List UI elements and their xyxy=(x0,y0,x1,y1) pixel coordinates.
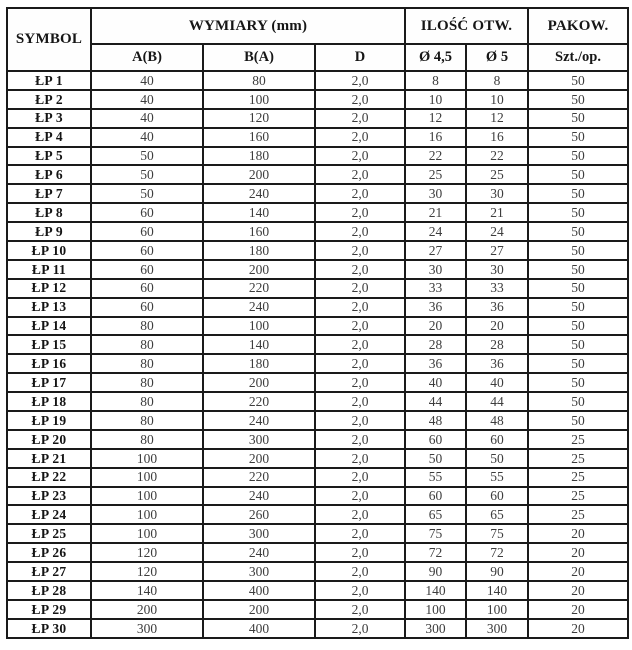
dim-d-cell: 2,0 xyxy=(315,562,405,581)
symbol-cell: ŁP 28 xyxy=(7,581,91,600)
holes-4-5-cell: 65 xyxy=(405,505,466,524)
dim-d-cell: 2,0 xyxy=(315,487,405,506)
dim-d-cell: 2,0 xyxy=(315,165,405,184)
pack-qty-cell: 20 xyxy=(528,619,628,638)
column-header-symbol: SYMBOL xyxy=(7,8,91,71)
dim-b-cell: 80 xyxy=(203,71,315,90)
dim-b-cell: 200 xyxy=(203,260,315,279)
dim-a-cell: 100 xyxy=(91,449,203,468)
holes-5-cell: 30 xyxy=(466,184,528,203)
symbol-cell: ŁP 17 xyxy=(7,373,91,392)
table-row xyxy=(7,411,628,430)
dim-b-cell: 200 xyxy=(203,373,315,392)
header-sub-row xyxy=(7,44,628,71)
dim-b-cell: 160 xyxy=(203,222,315,241)
pack-qty-cell: 25 xyxy=(528,430,628,449)
holes-5-cell: 40 xyxy=(466,373,528,392)
dim-d-cell: 2,0 xyxy=(315,430,405,449)
table-row xyxy=(7,184,628,203)
symbol-cell: ŁP 20 xyxy=(7,430,91,449)
dim-d-cell: 2,0 xyxy=(315,468,405,487)
table-row xyxy=(7,279,628,298)
table-row xyxy=(7,298,628,317)
dim-d-cell: 2,0 xyxy=(315,298,405,317)
pack-qty-cell: 50 xyxy=(528,317,628,336)
dim-d-cell: 2,0 xyxy=(315,581,405,600)
dim-a-cell: 100 xyxy=(91,487,203,506)
pack-qty-cell: 20 xyxy=(528,524,628,543)
dim-a-cell: 60 xyxy=(91,279,203,298)
dim-a-cell: 80 xyxy=(91,317,203,336)
dim-a-cell: 50 xyxy=(91,184,203,203)
table-row xyxy=(7,147,628,166)
symbol-cell: ŁP 21 xyxy=(7,449,91,468)
symbol-cell: ŁP 8 xyxy=(7,203,91,222)
table-row xyxy=(7,543,628,562)
dim-b-cell: 200 xyxy=(203,600,315,619)
dim-d-cell: 2,0 xyxy=(315,373,405,392)
dim-b-cell: 240 xyxy=(203,298,315,317)
table-row xyxy=(7,468,628,487)
holes-5-cell: 60 xyxy=(466,487,528,506)
holes-5-cell: 36 xyxy=(466,298,528,317)
pack-qty-cell: 20 xyxy=(528,562,628,581)
column-group-packaging: PAKOW. xyxy=(528,8,628,44)
dim-d-cell: 2,0 xyxy=(315,317,405,336)
holes-5-cell: 21 xyxy=(466,203,528,222)
holes-4-5-cell: 33 xyxy=(405,279,466,298)
holes-4-5-cell: 40 xyxy=(405,373,466,392)
column-header-d: D xyxy=(315,44,405,71)
dim-a-cell: 60 xyxy=(91,260,203,279)
dim-b-cell: 400 xyxy=(203,581,315,600)
dim-a-cell: 40 xyxy=(91,71,203,90)
holes-4-5-cell: 10 xyxy=(405,90,466,109)
pack-qty-cell: 50 xyxy=(528,241,628,260)
table-body xyxy=(7,71,628,638)
spec-table xyxy=(6,7,629,639)
dim-a-cell: 140 xyxy=(91,581,203,600)
dim-a-cell: 120 xyxy=(91,543,203,562)
dim-a-cell: 60 xyxy=(91,241,203,260)
holes-5-cell: 27 xyxy=(466,241,528,260)
holes-4-5-cell: 8 xyxy=(405,71,466,90)
holes-5-cell: 90 xyxy=(466,562,528,581)
column-header-pieces-per-pack: Szt./op. xyxy=(528,44,628,71)
dim-d-cell: 2,0 xyxy=(315,260,405,279)
dim-d-cell: 2,0 xyxy=(315,90,405,109)
holes-4-5-cell: 20 xyxy=(405,317,466,336)
holes-4-5-cell: 28 xyxy=(405,335,466,354)
symbol-cell: ŁP 18 xyxy=(7,392,91,411)
dim-d-cell: 2,0 xyxy=(315,71,405,90)
holes-5-cell: 44 xyxy=(466,392,528,411)
dim-a-cell: 80 xyxy=(91,373,203,392)
pack-qty-cell: 25 xyxy=(528,449,628,468)
dim-d-cell: 2,0 xyxy=(315,184,405,203)
dim-a-cell: 80 xyxy=(91,335,203,354)
holes-4-5-cell: 21 xyxy=(405,203,466,222)
holes-5-cell: 33 xyxy=(466,279,528,298)
holes-5-cell: 10 xyxy=(466,90,528,109)
holes-5-cell: 25 xyxy=(466,165,528,184)
holes-5-cell: 65 xyxy=(466,505,528,524)
column-header-a-b: A(B) xyxy=(91,44,203,71)
dim-b-cell: 160 xyxy=(203,128,315,147)
dim-a-cell: 50 xyxy=(91,147,203,166)
table-row xyxy=(7,317,628,336)
dim-b-cell: 240 xyxy=(203,543,315,562)
symbol-cell: ŁP 9 xyxy=(7,222,91,241)
pack-qty-cell: 50 xyxy=(528,373,628,392)
holes-5-cell: 55 xyxy=(466,468,528,487)
dim-a-cell: 60 xyxy=(91,222,203,241)
dim-b-cell: 400 xyxy=(203,619,315,638)
holes-4-5-cell: 72 xyxy=(405,543,466,562)
table-row xyxy=(7,562,628,581)
symbol-cell: ŁP 3 xyxy=(7,109,91,128)
dim-d-cell: 2,0 xyxy=(315,505,405,524)
symbol-cell: ŁP 19 xyxy=(7,411,91,430)
holes-5-cell: 8 xyxy=(466,71,528,90)
column-header-diameter-4-5: Ø 4,5 xyxy=(405,44,466,71)
holes-4-5-cell: 100 xyxy=(405,600,466,619)
table-row xyxy=(7,619,628,638)
holes-4-5-cell: 30 xyxy=(405,260,466,279)
dim-d-cell: 2,0 xyxy=(315,222,405,241)
dim-d-cell: 2,0 xyxy=(315,524,405,543)
table-row xyxy=(7,241,628,260)
dim-a-cell: 40 xyxy=(91,109,203,128)
dim-b-cell: 220 xyxy=(203,468,315,487)
holes-4-5-cell: 60 xyxy=(405,430,466,449)
table-row xyxy=(7,524,628,543)
dim-b-cell: 240 xyxy=(203,411,315,430)
dim-d-cell: 2,0 xyxy=(315,203,405,222)
dim-d-cell: 2,0 xyxy=(315,354,405,373)
table-row xyxy=(7,487,628,506)
pack-qty-cell: 50 xyxy=(528,279,628,298)
table-row xyxy=(7,203,628,222)
holes-5-cell: 50 xyxy=(466,449,528,468)
pack-qty-cell: 20 xyxy=(528,543,628,562)
symbol-cell: ŁP 25 xyxy=(7,524,91,543)
table-row xyxy=(7,260,628,279)
symbol-cell: ŁP 1 xyxy=(7,71,91,90)
column-group-dimensions: WYMIARY (mm) xyxy=(91,8,405,44)
symbol-cell: ŁP 23 xyxy=(7,487,91,506)
dim-b-cell: 120 xyxy=(203,109,315,128)
pack-qty-cell: 50 xyxy=(528,298,628,317)
dim-b-cell: 260 xyxy=(203,505,315,524)
holes-5-cell: 36 xyxy=(466,354,528,373)
pack-qty-cell: 50 xyxy=(528,71,628,90)
symbol-cell: ŁP 12 xyxy=(7,279,91,298)
table-row xyxy=(7,222,628,241)
holes-4-5-cell: 300 xyxy=(405,619,466,638)
table-row xyxy=(7,71,628,90)
holes-4-5-cell: 24 xyxy=(405,222,466,241)
dim-b-cell: 140 xyxy=(203,203,315,222)
table-row xyxy=(7,581,628,600)
dim-d-cell: 2,0 xyxy=(315,279,405,298)
holes-4-5-cell: 90 xyxy=(405,562,466,581)
dim-a-cell: 100 xyxy=(91,505,203,524)
holes-4-5-cell: 25 xyxy=(405,165,466,184)
holes-5-cell: 30 xyxy=(466,260,528,279)
pack-qty-cell: 50 xyxy=(528,165,628,184)
pack-qty-cell: 50 xyxy=(528,203,628,222)
pack-qty-cell: 50 xyxy=(528,147,628,166)
pack-qty-cell: 25 xyxy=(528,487,628,506)
table-row xyxy=(7,109,628,128)
symbol-cell: ŁP 10 xyxy=(7,241,91,260)
symbol-cell: ŁP 6 xyxy=(7,165,91,184)
holes-5-cell: 140 xyxy=(466,581,528,600)
dim-a-cell: 50 xyxy=(91,165,203,184)
dim-d-cell: 2,0 xyxy=(315,335,405,354)
pack-qty-cell: 50 xyxy=(528,354,628,373)
table-header xyxy=(7,8,628,71)
dim-d-cell: 2,0 xyxy=(315,147,405,166)
holes-5-cell: 72 xyxy=(466,543,528,562)
holes-5-cell: 20 xyxy=(466,317,528,336)
dim-b-cell: 200 xyxy=(203,165,315,184)
pack-qty-cell: 50 xyxy=(528,411,628,430)
dim-a-cell: 80 xyxy=(91,392,203,411)
holes-4-5-cell: 140 xyxy=(405,581,466,600)
dim-a-cell: 60 xyxy=(91,298,203,317)
holes-4-5-cell: 44 xyxy=(405,392,466,411)
dim-a-cell: 80 xyxy=(91,411,203,430)
symbol-cell: ŁP 26 xyxy=(7,543,91,562)
symbol-cell: ŁP 5 xyxy=(7,147,91,166)
dim-b-cell: 180 xyxy=(203,241,315,260)
dim-b-cell: 240 xyxy=(203,487,315,506)
dim-a-cell: 80 xyxy=(91,430,203,449)
table-row xyxy=(7,128,628,147)
pack-qty-cell: 50 xyxy=(528,184,628,203)
holes-5-cell: 60 xyxy=(466,430,528,449)
dim-d-cell: 2,0 xyxy=(315,600,405,619)
holes-4-5-cell: 36 xyxy=(405,298,466,317)
column-header-diameter-5: Ø 5 xyxy=(466,44,528,71)
dim-d-cell: 2,0 xyxy=(315,543,405,562)
dim-a-cell: 60 xyxy=(91,203,203,222)
symbol-cell: ŁP 22 xyxy=(7,468,91,487)
holes-5-cell: 16 xyxy=(466,128,528,147)
dim-a-cell: 40 xyxy=(91,128,203,147)
dim-b-cell: 180 xyxy=(203,147,315,166)
symbol-cell: ŁP 29 xyxy=(7,600,91,619)
holes-4-5-cell: 36 xyxy=(405,354,466,373)
dim-d-cell: 2,0 xyxy=(315,241,405,260)
holes-4-5-cell: 27 xyxy=(405,241,466,260)
holes-4-5-cell: 22 xyxy=(405,147,466,166)
pack-qty-cell: 50 xyxy=(528,109,628,128)
dim-d-cell: 2,0 xyxy=(315,128,405,147)
pack-qty-cell: 50 xyxy=(528,128,628,147)
dim-a-cell: 100 xyxy=(91,468,203,487)
table-row xyxy=(7,354,628,373)
pack-qty-cell: 50 xyxy=(528,260,628,279)
table-row xyxy=(7,373,628,392)
holes-4-5-cell: 55 xyxy=(405,468,466,487)
dim-b-cell: 100 xyxy=(203,90,315,109)
dim-d-cell: 2,0 xyxy=(315,449,405,468)
header-group-row xyxy=(7,8,628,44)
symbol-cell: ŁP 13 xyxy=(7,298,91,317)
symbol-cell: ŁP 2 xyxy=(7,90,91,109)
dim-a-cell: 200 xyxy=(91,600,203,619)
holes-5-cell: 48 xyxy=(466,411,528,430)
symbol-cell: ŁP 14 xyxy=(7,317,91,336)
pack-qty-cell: 25 xyxy=(528,468,628,487)
holes-4-5-cell: 16 xyxy=(405,128,466,147)
symbol-cell: ŁP 16 xyxy=(7,354,91,373)
dim-a-cell: 80 xyxy=(91,354,203,373)
table-row xyxy=(7,449,628,468)
holes-5-cell: 24 xyxy=(466,222,528,241)
table-row xyxy=(7,505,628,524)
holes-4-5-cell: 48 xyxy=(405,411,466,430)
dim-b-cell: 220 xyxy=(203,392,315,411)
pack-qty-cell: 20 xyxy=(528,600,628,619)
table-row xyxy=(7,600,628,619)
pack-qty-cell: 50 xyxy=(528,335,628,354)
symbol-cell: ŁP 24 xyxy=(7,505,91,524)
dim-b-cell: 300 xyxy=(203,562,315,581)
column-group-hole-count: ILOŚĆ OTW. xyxy=(405,8,528,44)
table-row xyxy=(7,90,628,109)
holes-4-5-cell: 75 xyxy=(405,524,466,543)
holes-5-cell: 75 xyxy=(466,524,528,543)
column-header-b-a: B(A) xyxy=(203,44,315,71)
table-row xyxy=(7,430,628,449)
pack-qty-cell: 50 xyxy=(528,222,628,241)
dim-b-cell: 220 xyxy=(203,279,315,298)
holes-5-cell: 22 xyxy=(466,147,528,166)
dim-b-cell: 300 xyxy=(203,430,315,449)
symbol-cell: ŁP 15 xyxy=(7,335,91,354)
dim-d-cell: 2,0 xyxy=(315,109,405,128)
dim-d-cell: 2,0 xyxy=(315,411,405,430)
dim-b-cell: 200 xyxy=(203,449,315,468)
dim-a-cell: 100 xyxy=(91,524,203,543)
holes-5-cell: 100 xyxy=(466,600,528,619)
table-row xyxy=(7,335,628,354)
symbol-cell: ŁP 7 xyxy=(7,184,91,203)
pack-qty-cell: 50 xyxy=(528,90,628,109)
dim-b-cell: 300 xyxy=(203,524,315,543)
dim-a-cell: 120 xyxy=(91,562,203,581)
holes-5-cell: 300 xyxy=(466,619,528,638)
holes-4-5-cell: 60 xyxy=(405,487,466,506)
symbol-cell: ŁP 27 xyxy=(7,562,91,581)
dim-d-cell: 2,0 xyxy=(315,619,405,638)
symbol-cell: ŁP 11 xyxy=(7,260,91,279)
symbol-cell: ŁP 30 xyxy=(7,619,91,638)
holes-4-5-cell: 30 xyxy=(405,184,466,203)
dim-b-cell: 140 xyxy=(203,335,315,354)
dim-a-cell: 300 xyxy=(91,619,203,638)
holes-4-5-cell: 50 xyxy=(405,449,466,468)
holes-5-cell: 28 xyxy=(466,335,528,354)
holes-5-cell: 12 xyxy=(466,109,528,128)
pack-qty-cell: 20 xyxy=(528,581,628,600)
dim-b-cell: 180 xyxy=(203,354,315,373)
pack-qty-cell: 25 xyxy=(528,505,628,524)
table-row xyxy=(7,392,628,411)
pack-qty-cell: 50 xyxy=(528,392,628,411)
dim-b-cell: 240 xyxy=(203,184,315,203)
holes-4-5-cell: 12 xyxy=(405,109,466,128)
symbol-cell: ŁP 4 xyxy=(7,128,91,147)
dim-d-cell: 2,0 xyxy=(315,392,405,411)
dim-a-cell: 40 xyxy=(91,90,203,109)
table-row xyxy=(7,165,628,184)
dim-b-cell: 100 xyxy=(203,317,315,336)
